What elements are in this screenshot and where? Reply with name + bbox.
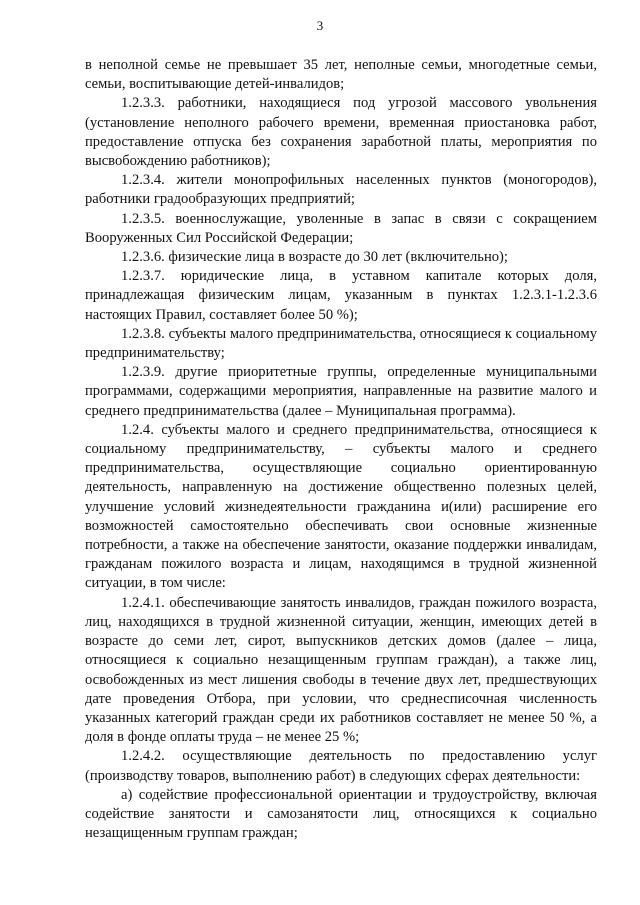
paragraph-1-2-3-9: 1.2.3.9. другие приоритетные группы, определенные муниципальными программами, содержащими мероприятия, направленные на развитие малого и среднего предпринимательства (далее – Муниципальная программа). — [85, 364, 597, 419]
paragraph-1-2-3-7: 1.2.3.7. юридические лица, в уставном капитале которых доля, принадлежащая физическим лицам, указанным в пунктах 1.2.3.1-1.2.3.6 настоящих Правил, составляет более 50 %); — [85, 268, 597, 323]
paragraph-1-2-3-6: 1.2.3.6. физические лица в возрасте до 30 лет (включительно); — [121, 249, 508, 266]
page-number: 3 — [316, 18, 324, 33]
paragraph-continuation: в неполной семье не превышает 35 лет, неполные семьи, многодетные семьи, семьи, воспитывающие детей-инвалидов; — [85, 57, 597, 93]
document-body — [85, 56, 597, 843]
paragraph-1-2-4: 1.2.4. субъекты малого и среднего предпринимательства, относящиеся к социальному предпринимательству, – субъекты малого и среднего предпринимательства, осуществляющие социально ориентированную деятельность, направленную на достижение общественно полезных целей, улучшение условий жизнедеятельности гражданина и(или) расширение его возможностей самостоятельно обеспечивать свои основные жизненные потребности, а также на обеспечение занятости, оказание поддержки инвалидам, гражданам пожилого возраста и лицам, находящимся в трудной жизненной ситуации, в том числе: — [85, 421, 597, 592]
paragraph-1-2-3-4: 1.2.3.4. жители монопрофильных населенных пунктов (моногородов), работники градообразующих предприятий; — [85, 172, 597, 208]
paragraph-1-2-4-2: 1.2.4.2. осуществляющие деятельность по предоставлению услуг (производству товаров, выполнению работ) в следующих сферах деятельности: — [85, 748, 597, 784]
paragraph-1-2-3-5: 1.2.3.5. военнослужащие, уволенные в запас в связи с сокращением Вооруженных Сил Российской Федерации; — [85, 210, 597, 246]
paragraph-1-2-3-8: 1.2.3.8. субъекты малого предпринимательства, относящиеся к социальному предпринимательству; — [85, 325, 597, 362]
paragraph-a: а) содействие профессиональной ориентации и трудоустройству, включая содействие занятости и самозанятости лиц, относящихся к социально незащищенным группам граждан; — [85, 786, 597, 842]
paragraph-1-2-4-1: 1.2.4.1. обеспечивающие занятость инвалидов, граждан пожилого возраста, лиц, находящихся в трудной жизненной ситуации, женщин, имеющих детей в возрасте до семи лет, сирот, выпускников детских домов (далее – лица, относящиеся к социально незащищенным группам граждан), а также лиц, освобожденных из мест лишения свободы в течение двух лет, предшествующих дате проведения Отбора, при условии, что среднесписочная численность указанных категорий граждан среди их работников составляет не менее 50 %, а доля в фонде оплаты труда – не менее 25 %; — [85, 594, 597, 746]
paragraph-1-2-3-3: 1.2.3.3. работники, находящиеся под угрозой массового увольнения (установление неполного рабочего времени, временная приостановка работ, предоставление отпуска без сохранения заработной платы, мероприятия по высвобождению работников); — [85, 95, 597, 170]
